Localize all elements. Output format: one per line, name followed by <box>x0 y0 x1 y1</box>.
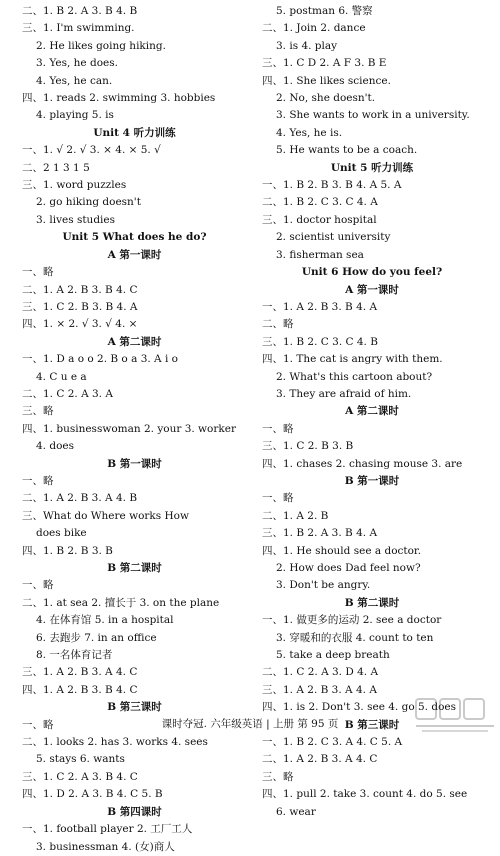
answer-line: 二、1. A 2. B <box>262 509 329 522</box>
answer-line: 3. fisherman sea <box>276 248 364 261</box>
answer-line: 二、1. Join 2. dance <box>262 22 366 35</box>
answer-line: 四、1. reads 2. swimming 3. hobbies <box>22 92 216 105</box>
section-heading: Unit 5 What does he do? <box>62 231 207 244</box>
answer-line: 4. Yes, he can. <box>36 74 113 87</box>
answer-line: 4. C u e a <box>36 370 87 383</box>
answer-line: 三、1. C 2. B 3. B 4. A <box>22 300 138 313</box>
answer-line: 三、1. A 2. B 3. A 4. A <box>262 683 377 696</box>
answer-line: 三、What do Where works How <box>22 509 189 522</box>
section-heading: B 第二课时 <box>107 562 162 574</box>
section-heading: Unit 5 听力训练 <box>330 161 414 174</box>
answer-line: 3. is 4. play <box>276 39 338 52</box>
answer-line: 3. Don't be angry. <box>276 579 371 592</box>
section-heading: B 第三课时 <box>344 718 400 731</box>
answer-line: 4. 在体育馆 5. in a hospital <box>36 614 174 627</box>
answer-line: 4. does <box>36 440 75 453</box>
answer-line: 四、1. A 2. B 3. B 4. C <box>22 683 138 696</box>
answer-line: 6. wear <box>276 805 316 818</box>
section-heading: B 第三课时 <box>107 701 162 714</box>
answer-line: 一、1. D a o o 2. B o a 3. A i o <box>22 353 178 366</box>
answer-line: 二、1. looks 2. has 3. works 4. sees <box>22 736 208 749</box>
answer-line: 三、1. C D 2. A F 3. B E <box>262 57 387 70</box>
answer-line: 一、1. 做更多的运动 2. see a doctor <box>262 614 442 627</box>
answer-line: 三、1. A 2. B 3. A 4. C <box>22 666 138 679</box>
answer-line: 三、1. C 2. A 3. B 4. C <box>22 770 138 783</box>
section-heading: A 第二课时 <box>107 335 162 348</box>
answer-line: 二、2 1 3 1 5 <box>22 161 90 174</box>
answer-line: 一、略 <box>22 266 54 279</box>
answer-line: 4. Yes, he is. <box>276 126 343 139</box>
answer-line: 4. playing 5. is <box>36 109 114 122</box>
answer-line: 8. 一名体育记者 <box>36 649 113 662</box>
answer-line: 5. stays 6. wants <box>36 753 125 766</box>
answer-line: 四、1. D 2. A 3. B 4. C 5. B <box>22 788 163 801</box>
answer-line: 一、1. A 2. B 3. B 4. A <box>262 300 378 313</box>
answer-line: 一、略 <box>22 474 54 487</box>
answer-line: 2. scientist university <box>276 231 391 244</box>
answer-line: 2. How does Dad feel now? <box>276 562 421 574</box>
answer-line: 三、1. I'm swimming. <box>22 22 135 35</box>
answer-line: 四、1. He should see a doctor. <box>262 544 422 557</box>
answer-line: 四、1. She likes science. <box>262 74 391 87</box>
answer-line: 四、1. pull 2. take 3. count 4. do 5. see <box>262 788 468 801</box>
answer-line: 四、1. businesswoman 2. your 3. worker <box>22 422 236 435</box>
answer-line: 三、略 <box>262 770 294 783</box>
answer-line: 2. He likes going hiking. <box>36 39 166 52</box>
answer-line: 3. They are afraid of him. <box>276 387 412 400</box>
section-heading: Unit 4 听力训练 <box>93 126 176 139</box>
answer-line: 三、1. doctor hospital <box>262 213 377 226</box>
section-heading: B 第四课时 <box>107 805 162 818</box>
answer-line: 二、1. A 2. B 3. B 4. C <box>22 283 138 296</box>
answer-line: 四、1. is 2. Don't 3. see 4. go 5. does <box>262 701 456 714</box>
answer-line: 2. go hiking doesn't <box>36 196 141 209</box>
answer-line: 5. take a deep breath <box>276 649 390 662</box>
section-heading: B 第二课时 <box>344 596 400 609</box>
answer-line: 三、略 <box>22 405 54 418</box>
answer-line: 四、1. B 2. B 3. B <box>22 544 113 557</box>
answer-line: 一、1. √ 2. √ 3. × 4. × 5. √ <box>22 144 161 157</box>
section-heading: A 第一课时 <box>107 248 162 261</box>
answer-line: 一、1. football player 2. 工厂工人 <box>22 823 193 836</box>
answer-line: 5. He wants to be a coach. <box>276 144 418 157</box>
answer-line: 2. No, she doesn't. <box>276 92 376 105</box>
answer-line: 3. businessman 4. (女)商人 <box>36 840 175 853</box>
answer-line: 三、1. B 2. A 3. B 4. A <box>262 527 378 540</box>
section-heading: B 第一课时 <box>107 457 162 470</box>
answer-line: 二、1. C 2. A 3. D 4. A <box>262 666 379 679</box>
section-heading: A 第一课时 <box>345 283 399 296</box>
answer-line: 二、1. B 2. A 3. B 4. B <box>22 5 138 17</box>
answer-line: 四、1. chases 2. chasing mouse 3. are <box>262 457 463 470</box>
answer-line: 2. What's this cartoon about? <box>276 370 433 383</box>
page-footer: 课时夺冠. 六年级英语 | 上册 第 95 页 <box>161 718 339 730</box>
answer-line: 5. postman 6. 警察 <box>276 5 373 17</box>
section-heading: A 第二课时 <box>345 405 399 418</box>
answer-line: 6. 去跑步 7. in an office <box>36 631 157 644</box>
answer-line: 一、略 <box>262 492 294 505</box>
answer-line: 3. lives studies <box>36 213 115 226</box>
answer-line: 一、略 <box>262 422 294 435</box>
answer-line: 二、1. A 2. B 3. A 4. C <box>262 753 378 766</box>
answer-line: 一、略 <box>22 718 54 731</box>
answer-line: 一、1. B 2. B 3. B 4. A 5. A <box>262 179 402 192</box>
watermark-logo-icon <box>414 696 496 734</box>
answer-line: 三、1. C 2. B 3. B <box>262 440 354 453</box>
answer-line: 二、略 <box>262 318 294 331</box>
answer-line: 二、1. A 2. B 3. A 4. B <box>22 492 138 505</box>
section-heading: B 第一课时 <box>344 474 400 487</box>
answer-line: 二、1. at sea 2. 擅长于 3. on the plane <box>22 596 220 609</box>
answer-line: 四、1. × 2. √ 3. √ 4. × <box>22 318 138 331</box>
answer-line: 3. She wants to work in a university. <box>276 109 470 122</box>
answer-line: 三、1. B 2. C 3. C 4. B <box>262 335 378 348</box>
section-heading: Unit 6 How do you feel? <box>301 266 443 279</box>
answer-line: 3. Yes, he does. <box>36 57 118 70</box>
answer-line: does bike <box>36 527 87 540</box>
answer-line: 二、1. C 2. A 3. A <box>22 387 113 400</box>
answer-line: 一、1. B 2. C 3. A 4. C 5. A <box>262 736 403 749</box>
answer-line: 三、1. word puzzles <box>22 179 127 192</box>
answer-line: 3. 穿暖和的衣服 4. count to ten <box>276 631 434 644</box>
answer-line: 四、1. The cat is angry with them. <box>262 353 443 366</box>
answer-line: 二、1. B 2. C 3. C 4. A <box>262 196 378 209</box>
answer-line: 一、略 <box>22 579 54 592</box>
